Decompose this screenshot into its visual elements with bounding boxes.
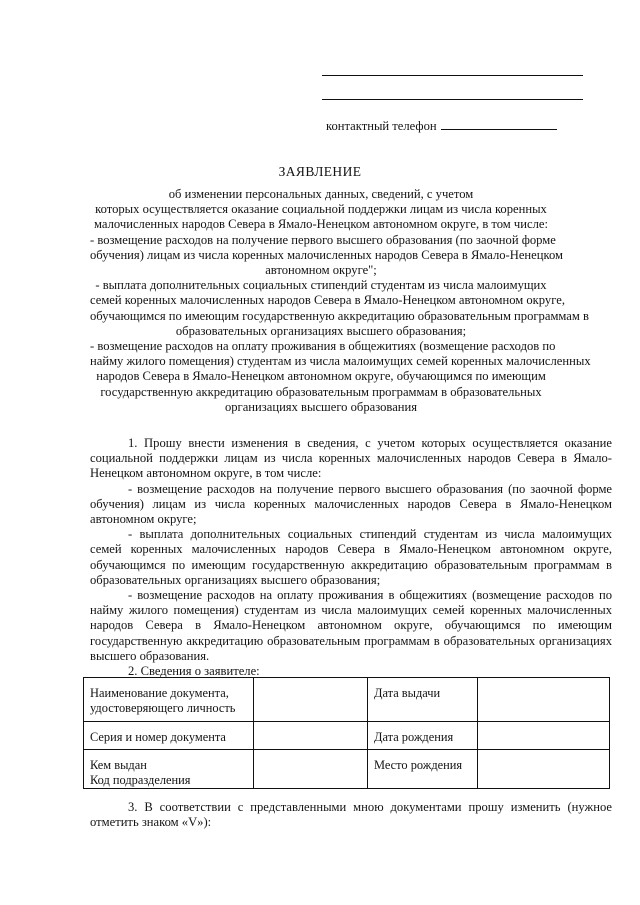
series-number-field[interactable]: [254, 722, 368, 750]
series-number-label: Серия и номер документа: [84, 722, 254, 750]
phone-label: контактный телефон: [326, 119, 437, 133]
document-body: [90, 436, 612, 679]
applicant-line-2[interactable]: [322, 99, 583, 100]
issued-by-cell: [84, 750, 254, 789]
phone-row: [326, 118, 566, 134]
doc-name-label: Наименование документа, удостоверяющего личность: [84, 678, 254, 722]
birth-place-field[interactable]: [478, 750, 610, 789]
paragraph-item-3: 3. В соответствии с представленными мною документами прошу изменить (нужное отметить знаком «V»):: [90, 800, 612, 830]
subtitle-line: государственную аккредитацию образовательным программам в образовательных: [100, 384, 542, 399]
subtitle-line: образовательных организациях высшего образования;: [175, 323, 467, 338]
subtitle-line: народов Севера в Ямало-Ненецком автономном округе, обучающимся по имеющим: [96, 369, 546, 384]
item-3-text: [90, 800, 612, 830]
applicant-line-1[interactable]: [322, 75, 583, 76]
paragraph-2: - возмещение расходов на получение первого высшего образования (по заочной форме обучения) лицам из числа коренных малочисленных народов Севера в Ямало-Ненецком автономном округе;: [90, 481, 612, 527]
subtitle-line: семей коренных малочисленных народов Севера в Ямало-Ненецком автономном округе,: [90, 293, 565, 308]
subtitle-line: найму жилого помещения) студентам из числа малоимущих семей коренных малочисленных: [90, 354, 591, 369]
document-title: ЗАЯВЛЕНИЕ: [278, 164, 362, 179]
paragraph-1: 1. Прошу внести изменения в сведения, с учетом которых осуществляется оказание социальной поддержки лицам из числа коренных малочисленных народов Севера в Ямало-Ненецком автономном округе, в том числе:: [90, 436, 612, 481]
paragraph-5: 2. Сведения о заявителе:: [128, 664, 260, 679]
birth-date-label: Дата рождения: [368, 722, 478, 750]
issue-date-label: Дата выдачи: [368, 678, 478, 722]
document-subtitle: [90, 187, 591, 415]
issued-by-field[interactable]: [254, 750, 368, 789]
subtitle-line: - возмещение расходов на оплату проживания в общежитиях (возмещение расходов по: [90, 339, 556, 354]
paragraph-4: - возмещение расходов на оплату проживания в общежитиях (возмещение расходов по найму жилого помещения) студентам из числа малоимущих семей коренных малочисленных народов Севера в Ямало-Ненецком автономном округе, обучающимся по имеющим государственную аккредитацию образовательным программам в образовательных организациях высшего образования.: [90, 588, 612, 663]
subtitle-line: обучающимся по имеющим государственную аккредитацию образовательным программам в: [90, 308, 589, 323]
subtitle-line: которых осуществляется оказание социальной поддержки лицам из числа коренных: [95, 202, 547, 217]
paragraph-3: - выплата дополнительных социальных стипендий студентам из числа малоимущих семей коренных малочисленных народов Севера в Ямало-Ненецком автономном округе, обучающимся по имеющим государственную аккредитацию образовательным программам в образовательных организациях высшего образования;: [90, 527, 612, 587]
applicant-info-table: [83, 677, 610, 789]
subtitle-line: малочисленных народов Севера в Ямало-Ненецком автономном округе, в том числе:: [94, 217, 548, 232]
subtitle-line: - выплата дополнительных социальных стипендий студентам из числа малоимущих: [95, 278, 547, 293]
phone-field[interactable]: [441, 118, 557, 130]
subtitle-line: автономном округе";: [265, 263, 377, 278]
subtitle-line: обучения) лицам из числа коренных малочисленных народов Севера в Ямало-Ненецком: [90, 247, 564, 262]
doc-name-field[interactable]: [254, 678, 368, 722]
unit-code-label: Код подразделения: [90, 773, 191, 787]
birth-date-field[interactable]: [478, 722, 610, 750]
birth-place-label: Место рождения: [368, 750, 478, 789]
issue-date-field[interactable]: [478, 678, 610, 722]
issued-by-label: Кем выдан: [90, 758, 147, 772]
subtitle-line: об изменении персональных данных, сведений, с учетом: [168, 187, 474, 201]
subtitle-line: организациях высшего образования: [224, 399, 418, 414]
subtitle-line: - возмещение расходов на получение первого высшего образования (по заочной форме: [90, 232, 556, 247]
